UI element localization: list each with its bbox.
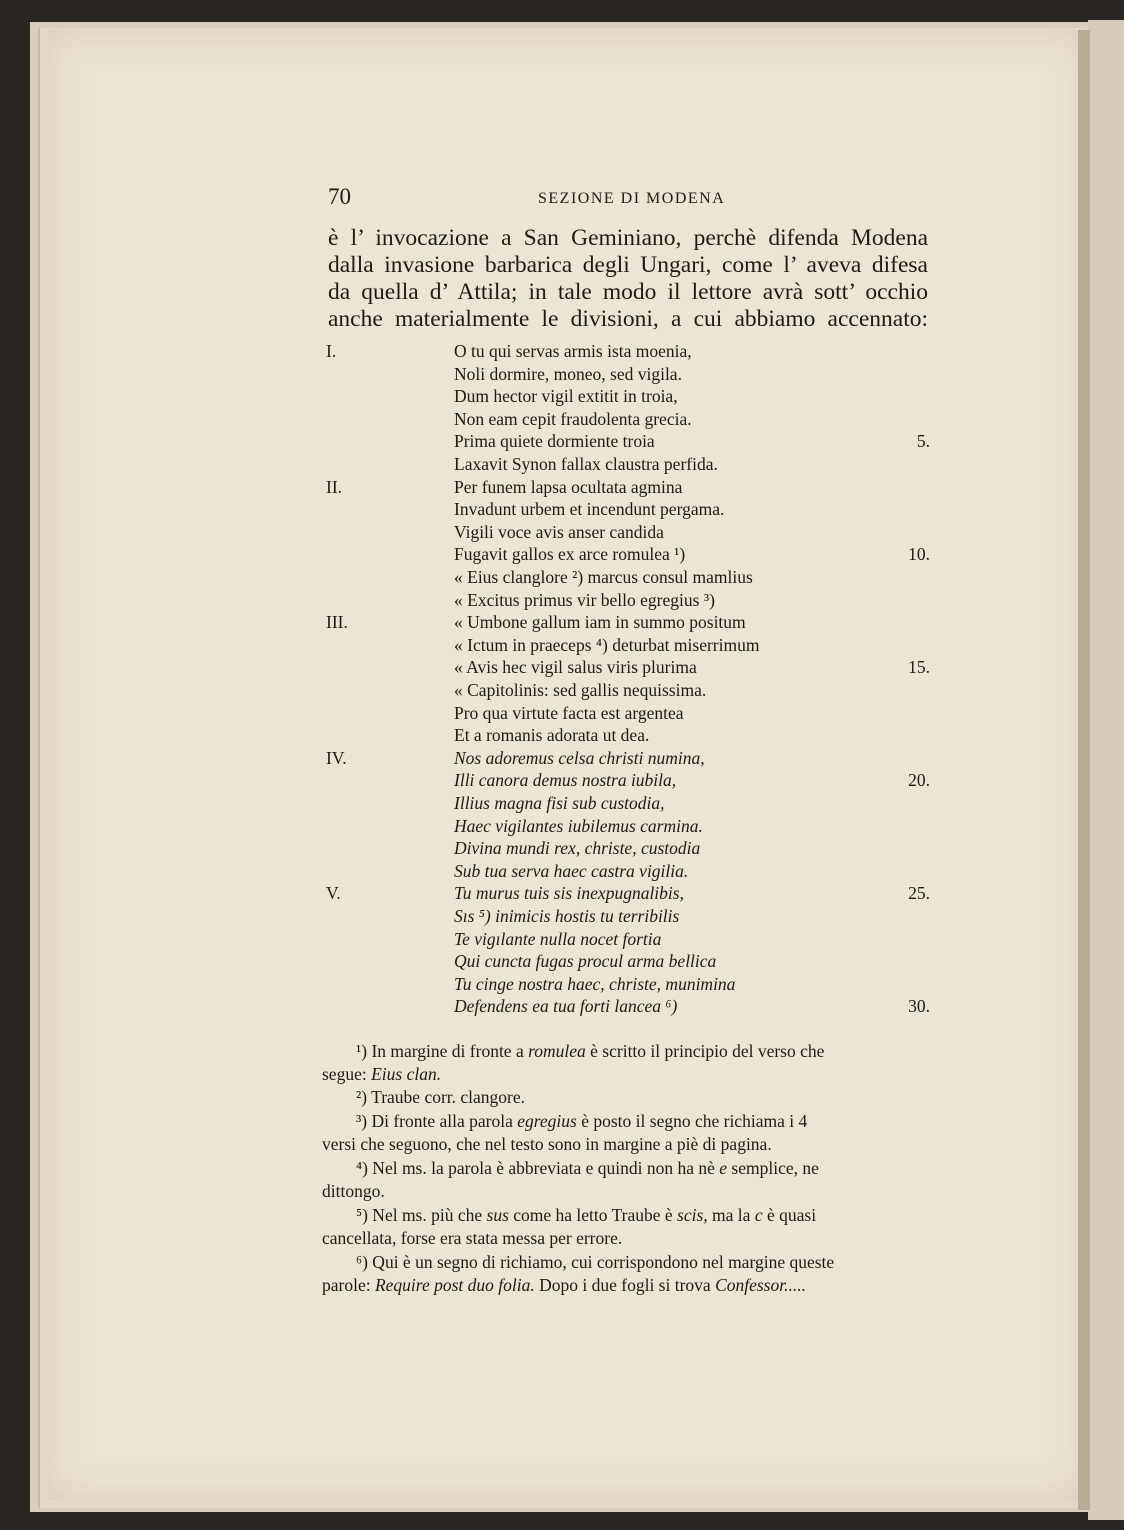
poem-line (326, 837, 936, 860)
verse-text: Pro qua virtute facta est argentea (454, 702, 684, 723)
poem-line (326, 928, 936, 951)
poem-line (326, 521, 936, 544)
text-line: dalla invasione barbarica degli Ungari, come l’ aveva difesa (328, 252, 928, 278)
verse-number: 5. (916, 431, 930, 452)
poem-line (326, 363, 936, 386)
poem-line (326, 476, 936, 499)
footnote-6: ⁶) Qui è un segno di richiamo, cui corrispondono nel margine queste (356, 1252, 835, 1272)
verse-text: Fugavit gallos ex arce romulea ¹) (454, 544, 686, 565)
footnote-1: ¹) In margine di fronte a romulea è scritto il principio del verso che (356, 1041, 825, 1061)
poem-line (326, 702, 936, 725)
poem-line (326, 656, 936, 679)
verse-text: « Umbone gallum iam in summo positum (454, 612, 746, 633)
verse-text: « Eius clanglore ²) marcus consul mamlius (454, 567, 753, 587)
footnote-1-cont: segue: Eius clan. (322, 1064, 442, 1084)
poem-line (326, 679, 936, 702)
verse-text: Qui cuncta fugas procul arma bellica (454, 951, 717, 972)
poem-line (326, 882, 936, 905)
poem-line (326, 769, 936, 792)
division-label: V. (326, 883, 341, 904)
verse-text: Defendens ea tua forti lancea ⁶) (454, 996, 678, 1017)
poem-line (326, 498, 936, 521)
verse-text: Divina mundi rex, christe, custodia (454, 838, 701, 859)
poem-line (326, 747, 936, 770)
verse-number: 20. (908, 770, 930, 791)
poem-line (326, 815, 936, 838)
verse-text: Non eam cepit fraudolenta grecia. (454, 408, 692, 429)
footnote-6-cont: parole: Require post duo folia. Dopo i due fogli si trova Confessor..... (322, 1275, 806, 1295)
poem-line (326, 973, 936, 996)
verse-text: Te vigılante nulla nocet fortia (454, 928, 662, 949)
verse-text: Per funem lapsa ocultata agmina (454, 476, 683, 497)
poem-line (326, 566, 936, 589)
poem-line (326, 340, 936, 363)
verse-text: Laxavit Synon fallax claustra perfida. (454, 454, 718, 474)
verse-number: 15. (908, 657, 930, 678)
verse-text: Tu cinge nostra haec, christe, munimina (454, 973, 736, 994)
poem-line (326, 543, 936, 566)
running-header (328, 180, 928, 220)
verse-text: O tu qui servas armis ista moenia, (454, 341, 692, 361)
poem-line (326, 995, 936, 1018)
division-label: II. (326, 476, 343, 497)
poem-line (326, 430, 936, 453)
footnote-5-cont: cancellata, forse era stata messa per errore. (322, 1228, 623, 1248)
verse-text: Noli dormire, moneo, sed vigila. (454, 363, 682, 384)
text-line: da quella d’ Attila; in tale modo il lettore avrà sott’ occhio (328, 279, 928, 305)
section-title: SEZIONE DI MODENA (538, 190, 726, 207)
poem-line (326, 860, 936, 883)
poem-line (326, 724, 936, 747)
intro-paragraph (328, 225, 928, 333)
verse-number: 25. (908, 883, 930, 904)
verse-text: Vigili voce avis anser candida (454, 521, 664, 542)
verse-text: Illius magna fisi sub custodia, (454, 793, 665, 813)
verse-text: Sıs ⁵) inimicis hostis tu terribilis (454, 906, 680, 926)
poem-line (326, 950, 936, 973)
poem-line (326, 385, 936, 408)
footnote-3-cont: versi che seguono, che nel testo sono in margine a piè di pagina. (322, 1134, 772, 1154)
footnote-4-cont: dittongo. (322, 1181, 385, 1201)
text-line: è l’ invocazione a San Geminiano, perchè difenda Modena (328, 225, 928, 251)
footnote-4: ⁴) Nel ms. la parola è abbreviata e quindi non ha nè e semplice, ne (356, 1158, 819, 1178)
poem-line (326, 792, 936, 815)
verse-text: Dum hector vigil extitit in troia, (454, 386, 678, 407)
page-number: 70 (328, 184, 351, 209)
poem-line (326, 408, 936, 431)
facing-page-edge (1088, 20, 1124, 1520)
poem-line (326, 905, 936, 928)
footnote-2: ²) Traube corr. clangore. (356, 1087, 526, 1107)
verse-text: « Capitolinis: sed gallis nequissima. (454, 680, 707, 700)
footnote-3: ³) Di fronte alla parola egregius è posto il segno che richiama i 4 (356, 1111, 808, 1131)
poem-line (326, 634, 936, 657)
verse-number: 10. (908, 544, 930, 565)
division-label: III. (326, 612, 348, 633)
page-gutter (1078, 30, 1090, 1510)
verse-text: « Excitus primus vir bello egregius ³) (454, 589, 715, 610)
verse-text: Illi canora demus nostra iubila, (454, 770, 677, 791)
text-line: anche materialmente le divisioni, a cui abbiamo accennato: (328, 306, 928, 332)
verse-text: « Avis hec vigil salus viris plurima (454, 657, 697, 678)
verse-text: Sub tua serva haec castra vigilia. (454, 860, 689, 881)
verse-text: Haec vigilantes iubilemus carmina. (454, 815, 703, 836)
verse-text: Nos adoremus celsa christi numina, (454, 747, 705, 768)
division-label: I. (326, 341, 337, 361)
footnote-5: ⁵) Nel ms. più che sus come ha letto Traube è scis, ma la c è quasi (356, 1205, 817, 1225)
poem-line (326, 589, 936, 612)
verse-text: « Ictum in praeceps ⁴) deturbat miserrimum (454, 634, 760, 655)
division-label: IV. (326, 747, 347, 768)
poem-line (326, 611, 936, 634)
verse-text: Prima quiete dormiente troia (454, 431, 655, 452)
verse-number: 30. (908, 996, 930, 1017)
verse-text: Invadunt urbem et incendunt pergama. (454, 499, 725, 520)
verse-text: Tu murus tuis sis inexpugnalibis, (454, 883, 684, 904)
verse-text: Et a romanis adorata ut dea. (454, 725, 650, 746)
poem-line (326, 453, 936, 476)
